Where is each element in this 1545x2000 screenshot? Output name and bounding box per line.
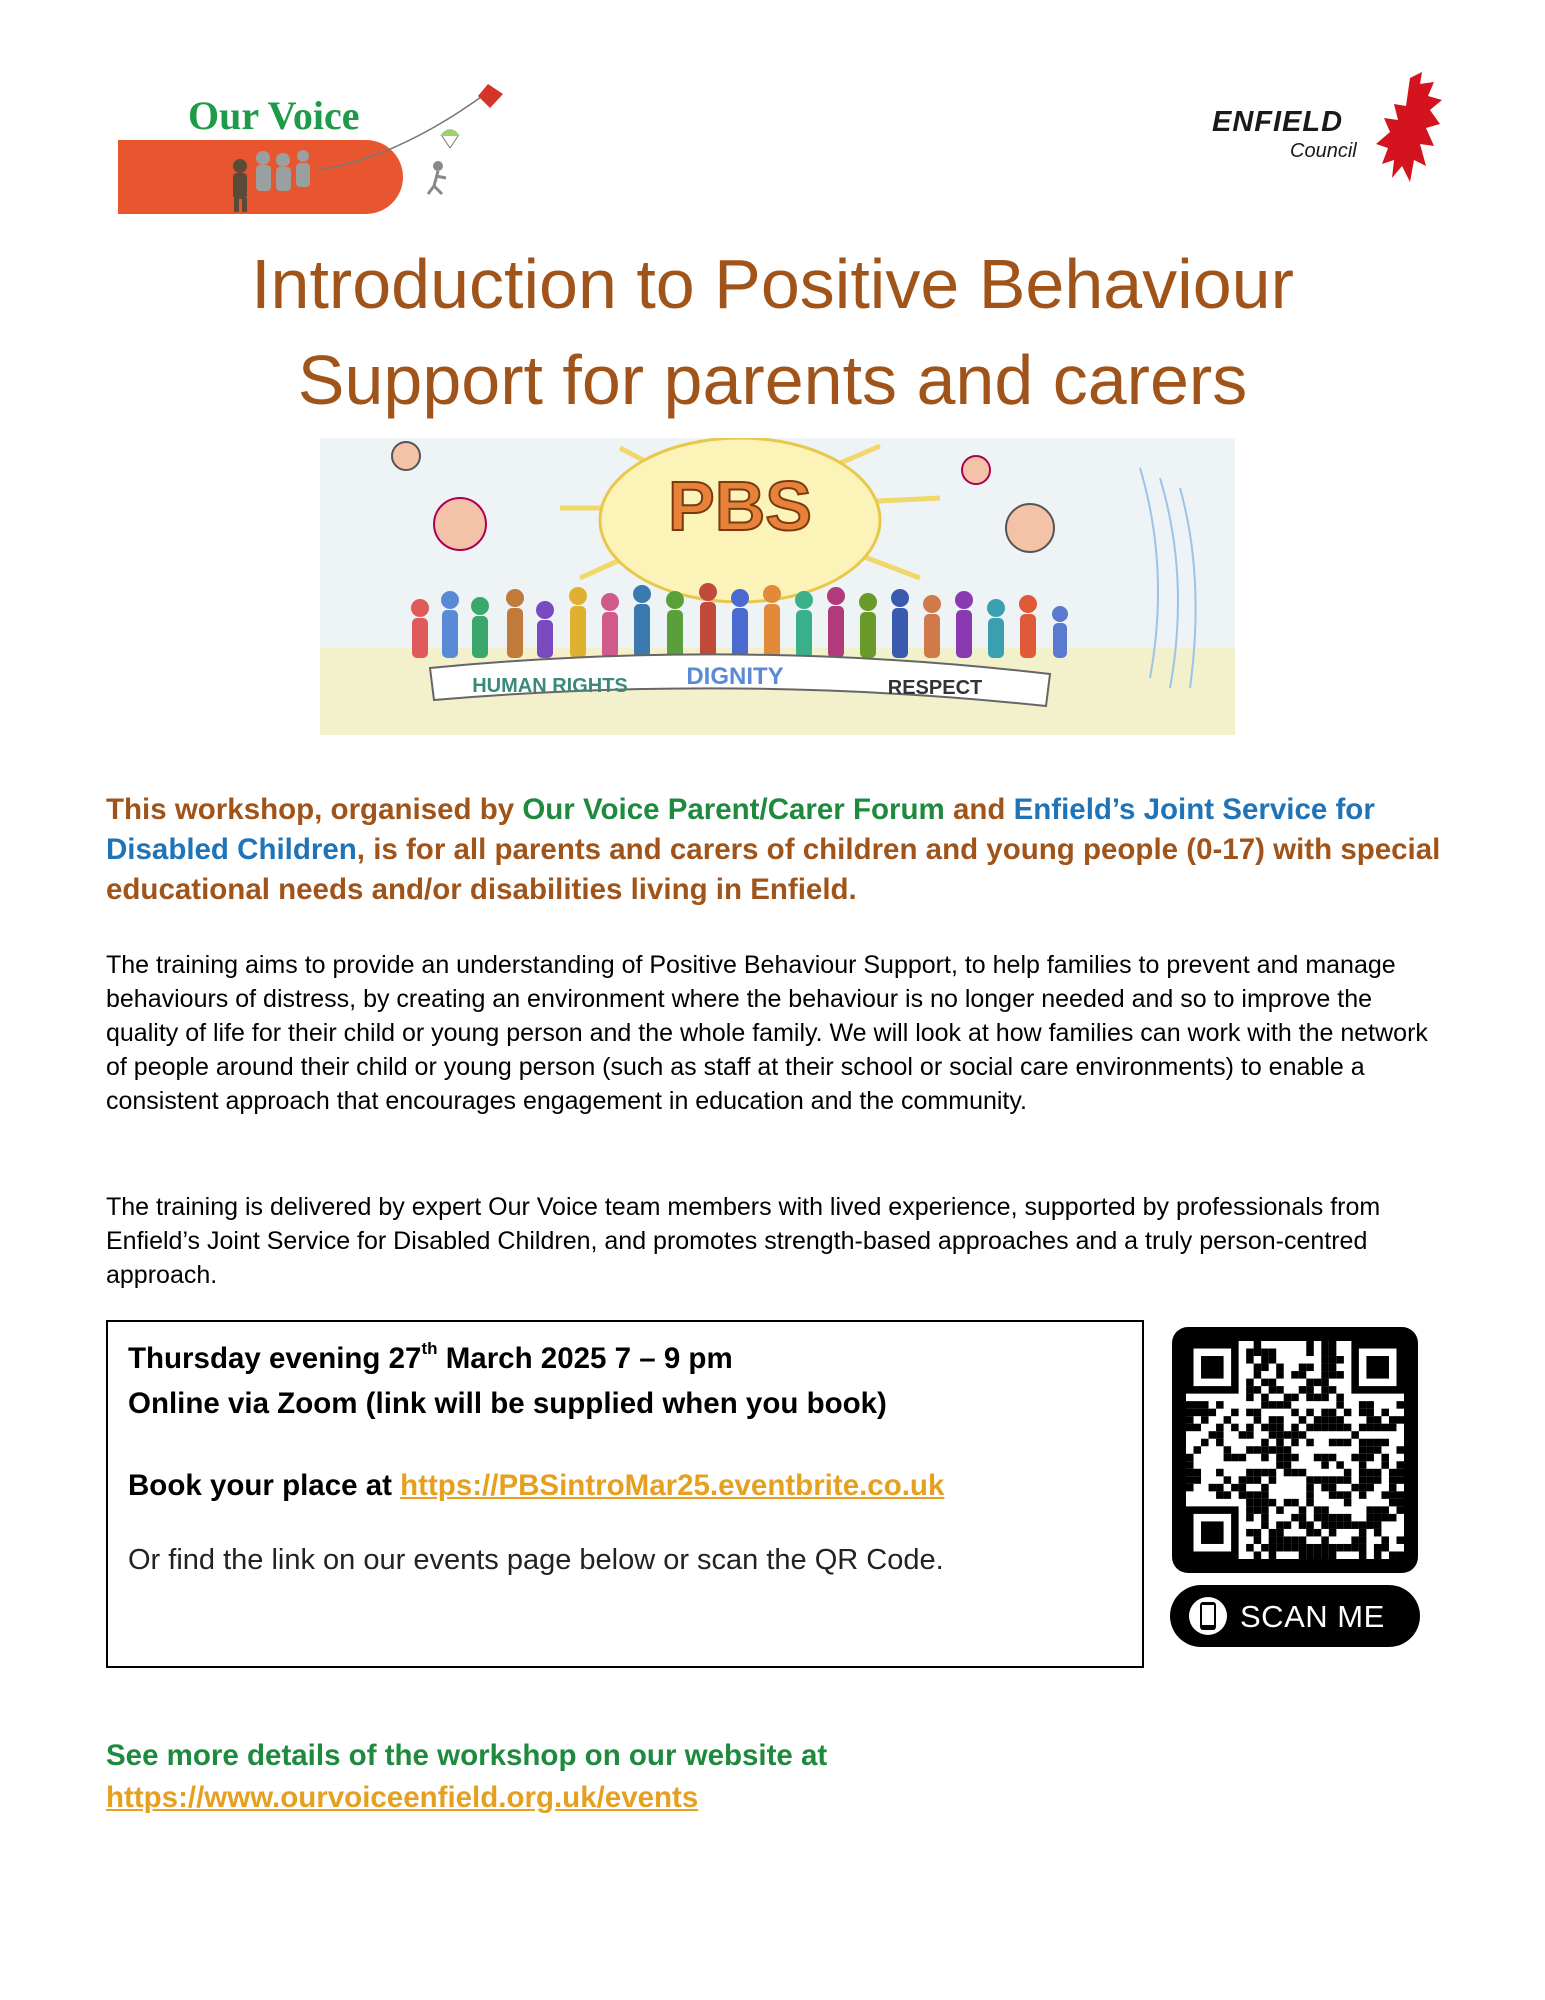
banner-human-rights: HUMAN RIGHTS	[472, 675, 628, 697]
banner-dignity: DIGNITY	[686, 663, 784, 690]
page-title	[150, 236, 1395, 428]
title-line-2: Support for parents and carers	[297, 341, 1248, 419]
phone-icon	[1188, 1594, 1228, 1638]
event-alt-instructions: Or find the link on our events page below or scan the QR Code.	[128, 1544, 944, 1576]
enfield-council-logo	[1210, 70, 1460, 200]
enfield-logo-word: ENFIELD	[1212, 106, 1344, 138]
our-voice-logo-text: Our Voice	[188, 93, 360, 138]
website-footer	[106, 1735, 1106, 1819]
crowd-figures	[411, 583, 1068, 658]
footer-text: See more details of the workshop on our website at	[106, 1739, 828, 1772]
training-delivery-paragraph: The training is delivered by expert Our Voice team members with lived experience, supported by professionals from Enfield’s Joint Service for Disabled Children, and promotes strength-based approaches and a truly person-centred approach.	[106, 1193, 1381, 1289]
event-details-box	[106, 1320, 1144, 1668]
intro-paragraph	[106, 790, 1456, 910]
logo-figures-illustration	[118, 78, 518, 218]
scan-me-label: SCAN ME	[1240, 1599, 1385, 1634]
intro-part-2: and	[944, 793, 1014, 826]
qr-code[interactable]	[1172, 1327, 1418, 1573]
website-events-link[interactable]: https://www.ourvoiceenfield.org.uk/events	[106, 1781, 699, 1814]
intro-org-enfield-jsdc: Enfield’s Joint Service for Disabled Children	[106, 793, 1375, 866]
intro-part-3: , is for all parents and carers of children and young people (0-17) with special educational needs and/or disabilities living in Enfield.	[106, 833, 1441, 906]
eventbrite-link[interactable]: https://PBSintroMar25.eventbrite.co.uk	[400, 1469, 945, 1502]
intro-part-1: This workshop, organised by	[106, 793, 523, 826]
qr-code-pattern	[1186, 1341, 1404, 1559]
event-date-suffix: th	[421, 1339, 438, 1358]
training-aims-paragraph: The training aims to provide an understanding of Positive Behaviour Support, to help families to prevent and manage behaviours of distress, by creating an environment where the behaviour is no longer needed and so to improve the quality of life for their child or young person and the whole family. We will look at how families can work with the network of people around their child or young person (such as staff at their school or social care environments) to enable a consistent approach that encourages engagement in education and the community.	[106, 951, 1428, 1115]
event-date-rest: March 2025 7 – 9 pm	[437, 1342, 733, 1375]
enfield-beast-icon	[1370, 70, 1460, 200]
event-date-time	[128, 1339, 733, 1376]
scan-me-badge	[1170, 1585, 1420, 1647]
banner-respect: RESPECT	[887, 677, 983, 699]
intro-org-our-voice: Our Voice Parent/Carer Forum	[522, 793, 945, 826]
pbs-letters: PBS	[668, 467, 812, 545]
event-date-prefix: Thursday evening 27	[128, 1342, 422, 1375]
event-booking	[128, 1469, 944, 1503]
pbs-illustration	[320, 438, 1235, 735]
enfield-logo-subtitle: Council	[1290, 140, 1357, 162]
our-voice-logo	[118, 78, 518, 218]
book-label: Book your place at	[128, 1469, 401, 1502]
title-line-1: Introduction to Positive Behaviour	[251, 245, 1294, 323]
event-location: Online via Zoom (link will be supplied when you book)	[128, 1387, 887, 1420]
